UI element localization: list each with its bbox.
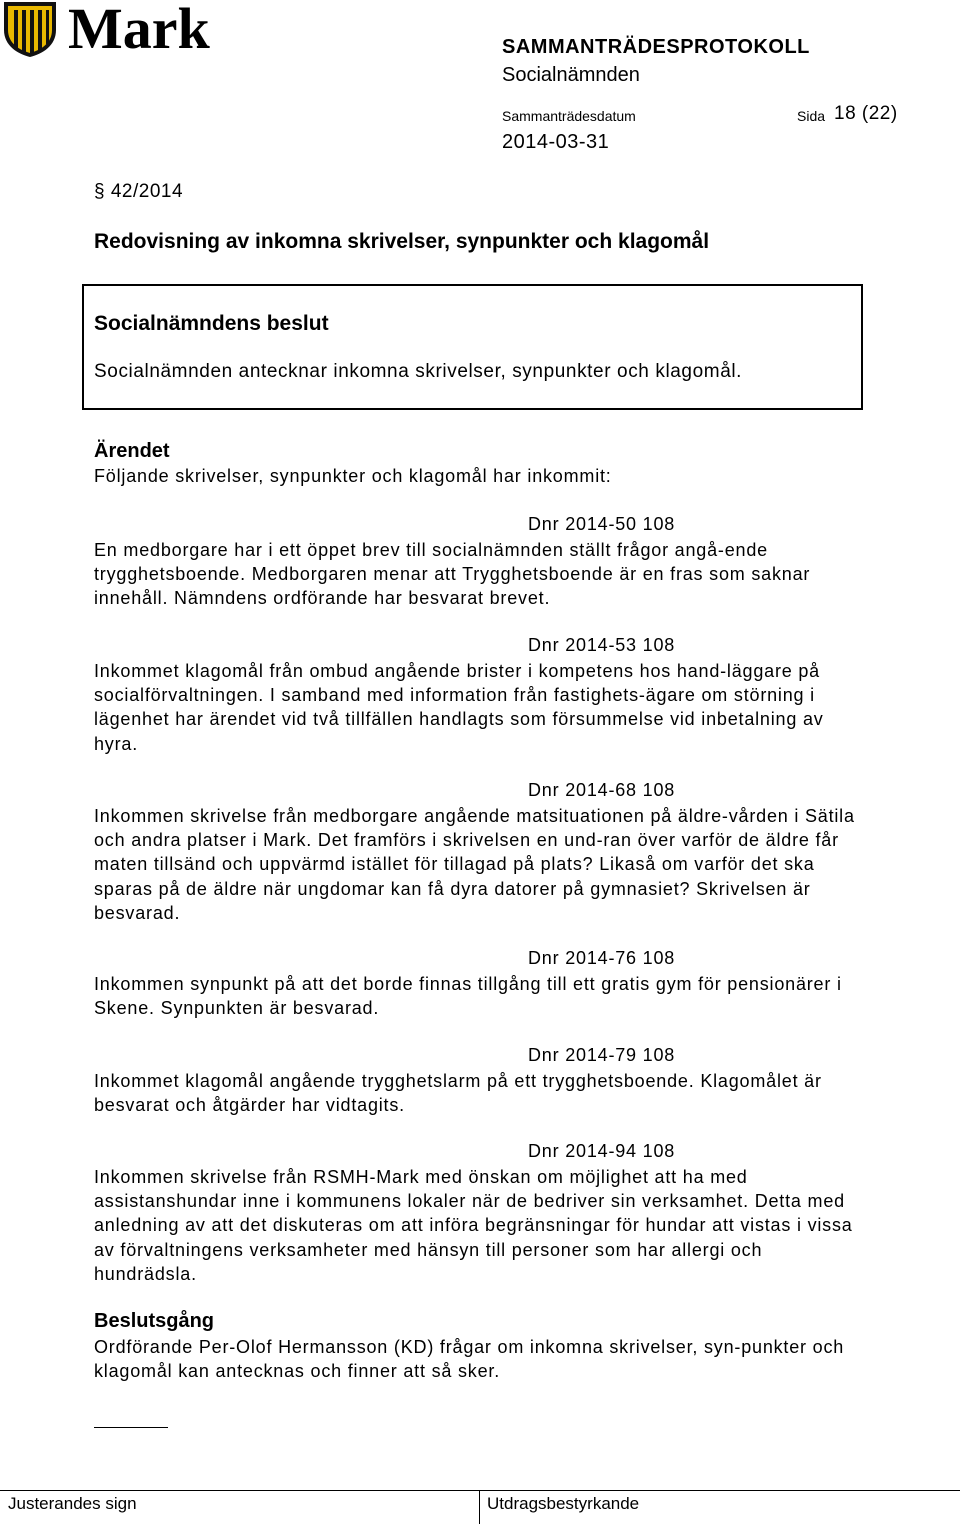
case-description: Inkommet klagomål angående trygghetslarm på ett trygghetsboende. Klagomålet är besvarat och åtgärder har vidtagits. [94,1071,822,1116]
decision-text: Socialnämnden antecknar inkomna skrivelser, synpunkter och klagomål. [94,361,743,382]
case-number: Dnr 2014-68 108 [528,780,676,800]
arendet-heading: Ärendet [94,440,170,462]
case-description: Inkommen skrivelse från medborgare angående matsituationen på äldre-vården i Sätila och andra platser i Mark. Det framförs i skrivelsen en und-ran över varför de äldre får maten tillsänd och uppvärmd istället för tillagad på plats? Likaså om varför det ska sparas på de äldre när ungdomar kan få dyra datorer på gymnasiet? Skrivelsen är besvarad. [94,806,855,923]
beslutsgang-heading: Beslutsgång [94,1310,215,1332]
case-number: Dnr 2014-50 108 [528,514,676,534]
committee-name: Socialnämnden [502,64,640,86]
logo-wordmark: Mark [68,0,210,61]
case-number: Dnr 2014-79 108 [528,1045,676,1065]
footer-certification-label: Utdragsbestyrkande [487,1494,640,1513]
footer-divider [0,1490,960,1491]
case-description: Inkommet klagomål från ombud angående brister i kompetens hos hand-läggare på socialförvaltningen. I samband med information från fastighets-ägare om störning i lägenhet har ärendet vid två tillfällen handlagts som försummelse vid inbetalning av hyra. [94,661,824,754]
decision-heading: Socialnämndens beslut [94,312,329,335]
signature-line [94,1427,168,1428]
page-label: Sida [797,108,826,124]
case-description: Inkommen skrivelse från RSMH-Mark med önskan om möjlighet att ha med assistanshundar inne i kommunens lokaler när de bedriver sin verksamhet. Detta med anledning av att det diskuteras om att införa begränsningar för hundar att vistas i vissa av förvaltningens verksamheter med hänsyn till personer som har allergi och hundrädsla. [94,1167,853,1284]
case-number: Dnr 2014-76 108 [528,948,676,968]
case-number: Dnr 2014-53 108 [528,635,676,655]
case-description: En medborgare har i ett öppet brev till socialnämnden ställt frågor angå-ende trygghetsboende. Medborgaren menar att Trygghetsboende är en fras som saknar innehåll. Nämndens ordförande har besvarat brevet. [94,540,811,609]
arendet-intro: Följande skrivelser, synpunkter och klagomål har inkommit: [94,466,612,486]
case-number: Dnr 2014-94 108 [528,1141,676,1161]
protocol-title: SAMMANTRÄDESPROTOKOLL [502,36,810,58]
coat-of-arms-icon [2,0,58,58]
meeting-date-label: Sammanträdesdatum [502,108,636,124]
page-number: 18 (22) [834,103,898,124]
municipality-logo [2,0,210,61]
beslutsgang-text: Ordförande Per-Olof Hermansson (KD) frågar om inkomna skrivelser, syn-punkter och klagomål kan antecknas och finner att så sker. [94,1337,845,1382]
meeting-date: 2014-03-31 [502,131,610,153]
footer-column-divider [479,1490,480,1524]
decision-box [82,284,863,410]
paragraph-number: § 42/2014 [94,181,184,202]
page-title: Redovisning av inkomna skrivelser, synpunkter och klagomål [94,230,710,253]
footer-signature-label: Justerandes sign [8,1494,137,1513]
case-description: Inkommen synpunkt på att det borde finnas tillgång till ett gratis gym för pensionärer i Skene. Synpunkten är besvarad. [94,974,842,1019]
